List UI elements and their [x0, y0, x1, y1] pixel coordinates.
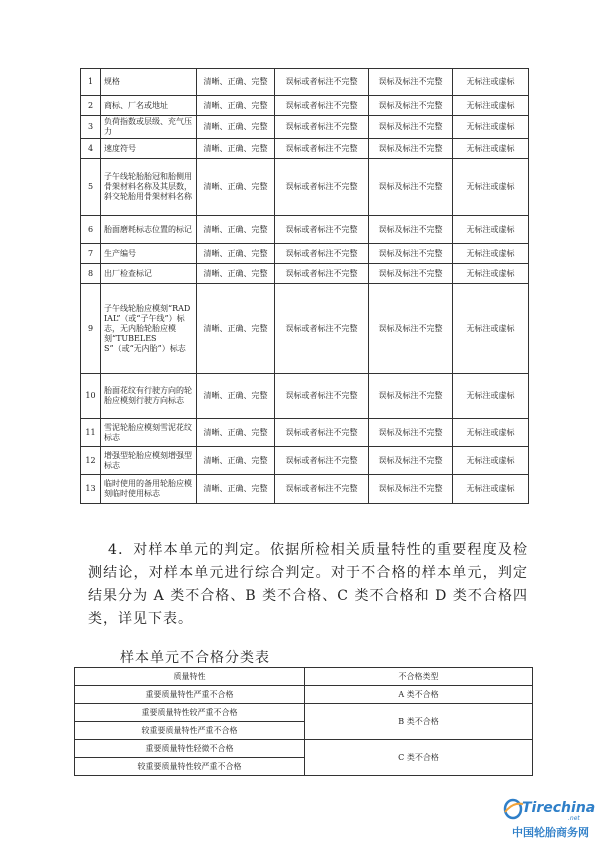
minor-defect-cell: 误标或者标注不完整 [275, 447, 369, 475]
quality-characteristic-cell: 较重要质量特性严重不合格 [75, 722, 305, 740]
inspection-criteria-body [81, 69, 529, 504]
item-name-cell: 生产编号 [101, 244, 197, 264]
table-row [81, 139, 529, 159]
severe-defect-cell: 无标注或虚标 [453, 159, 529, 216]
quality-characteristic-cell: 重要质量特性严重不合格 [75, 686, 305, 704]
moderate-defect-cell: 误标及标注不完整 [369, 419, 453, 447]
moderate-defect-cell: 误标及标注不完整 [369, 96, 453, 116]
severe-defect-cell: 无标注或虚标 [453, 96, 529, 116]
minor-defect-cell: 误标或者标注不完整 [275, 284, 369, 374]
minor-defect-cell: 误标或者标注不完整 [275, 264, 369, 284]
row-number-cell: 9 [81, 284, 101, 374]
table-row [81, 69, 529, 96]
minor-defect-cell: 误标或者标注不完整 [275, 216, 369, 244]
table-row [81, 419, 529, 447]
item-name-cell: 子午线轮胎应模刻“RADIAL”（或“子午线”）标志，无内胎轮胎应模刻“TUBELESS”（或“无内胎”）标志 [101, 284, 197, 374]
moderate-defect-cell: 误标及标注不完整 [369, 159, 453, 216]
moderate-defect-cell: 误标及标注不完整 [369, 244, 453, 264]
severe-defect-cell: 无标注或虚标 [453, 116, 529, 139]
judgement-paragraph: 4．对样本单元的判定。依据所检相关质量特性的重要程度及检测结论，对样本单元进行综合判定。对于不合格的样本单元，判定结果分为 A 类不合格、B 类不合格、C 类不合格和 D 类不合格四类，详见下表。 [88, 542, 528, 627]
quality-characteristic-cell: 重要质量特性轻微不合格 [75, 740, 305, 758]
table-row [75, 740, 533, 758]
logo-brand-text: Tirechina [522, 800, 596, 816]
moderate-defect-cell: 误标及标注不完整 [369, 447, 453, 475]
table-row [75, 704, 533, 722]
item-name-cell: 商标、厂名或地址 [101, 96, 197, 116]
table-header-row [75, 668, 533, 686]
severe-defect-cell: 无标注或虚标 [453, 374, 529, 419]
table-row [81, 96, 529, 116]
type-b-cell: B 类不合格 [305, 704, 533, 740]
item-name-cell: 出厂检查标记 [101, 264, 197, 284]
severe-defect-cell: 无标注或虚标 [453, 264, 529, 284]
logo-net-text: .net [568, 815, 580, 822]
row-number-cell: 4 [81, 139, 101, 159]
row-number-cell: 6 [81, 216, 101, 244]
pass-criteria-cell: 清晰、正确、完整 [197, 374, 275, 419]
moderate-defect-cell: 误标及标注不完整 [369, 264, 453, 284]
table-row [81, 216, 529, 244]
item-name-cell: 雪泥轮胎应模刻雪泥花纹标志 [101, 419, 197, 447]
item-name-cell: 负荷指数或层级、充气压力 [101, 116, 197, 139]
minor-defect-cell: 误标或者标注不完整 [275, 374, 369, 419]
nonconformity-classification-table [74, 667, 533, 776]
quality-characteristic-cell: 重要质量特性较严重不合格 [75, 704, 305, 722]
severe-defect-cell: 无标注或虚标 [453, 139, 529, 159]
item-name-cell: 规格 [101, 69, 197, 96]
item-name-cell: 子午线轮胎胎冠和胎侧用骨架材料名称及其层数，斜交轮胎用骨架材料名称 [101, 159, 197, 216]
minor-defect-cell: 误标或者标注不完整 [275, 244, 369, 264]
table-row [81, 475, 529, 504]
table-row [81, 159, 529, 216]
moderate-defect-cell: 误标及标注不完整 [369, 216, 453, 244]
moderate-defect-cell: 误标及标注不完整 [369, 116, 453, 139]
quality-characteristic-cell: 较重要质量特性较严重不合格 [75, 758, 305, 776]
minor-defect-cell: 误标或者标注不完整 [275, 69, 369, 96]
severe-defect-cell: 无标注或虚标 [453, 216, 529, 244]
minor-defect-cell: 误标或者标注不完整 [275, 475, 369, 504]
moderate-defect-cell: 误标及标注不完整 [369, 69, 453, 96]
severe-defect-cell: 无标注或虚标 [453, 419, 529, 447]
table-row [81, 374, 529, 419]
pass-criteria-cell: 清晰、正确、完整 [197, 159, 275, 216]
tire-swoosh-icon [502, 798, 524, 822]
pass-criteria-cell: 清晰、正确、完整 [197, 447, 275, 475]
minor-defect-cell: 误标或者标注不完整 [275, 419, 369, 447]
row-number-cell: 13 [81, 475, 101, 504]
row-number-cell: 11 [81, 419, 101, 447]
severe-defect-cell: 无标注或虚标 [453, 447, 529, 475]
minor-defect-cell: 误标或者标注不完整 [275, 159, 369, 216]
item-name-cell: 胎面花纹有行驶方向的轮胎应模刻行驶方向标志 [101, 374, 197, 419]
row-number-cell: 2 [81, 96, 101, 116]
moderate-defect-cell: 误标及标注不完整 [369, 284, 453, 374]
pass-criteria-cell: 清晰、正确、完整 [197, 116, 275, 139]
type-a-cell: A 类不合格 [305, 686, 533, 704]
row-number-cell: 10 [81, 374, 101, 419]
item-name-cell: 速度符号 [101, 139, 197, 159]
table-row [75, 686, 533, 704]
pass-criteria-cell: 清晰、正确、完整 [197, 244, 275, 264]
pass-criteria-cell: 清晰、正确、完整 [197, 284, 275, 374]
moderate-defect-cell: 误标及标注不完整 [369, 374, 453, 419]
severe-defect-cell: 无标注或虚标 [453, 244, 529, 264]
table-row [81, 447, 529, 475]
minor-defect-cell: 误标或者标注不完整 [275, 96, 369, 116]
minor-defect-cell: 误标或者标注不完整 [275, 139, 369, 159]
classification-table-title: 样本单元不合格分类表 [120, 650, 270, 666]
pass-criteria-cell: 清晰、正确、完整 [197, 419, 275, 447]
pass-criteria-cell: 清晰、正确、完整 [197, 475, 275, 504]
inspection-criteria-table [80, 68, 529, 504]
item-name-cell: 胎面磨耗标志位置的标记 [101, 216, 197, 244]
pass-criteria-cell: 清晰、正确、完整 [197, 264, 275, 284]
moderate-defect-cell: 误标及标注不完整 [369, 475, 453, 504]
header-nonconformity-type: 不合格类型 [305, 668, 533, 686]
pass-criteria-cell: 清晰、正确、完整 [197, 216, 275, 244]
row-number-cell: 7 [81, 244, 101, 264]
moderate-defect-cell: 误标及标注不完整 [369, 139, 453, 159]
table-row [81, 116, 529, 139]
item-name-cell: 增强型轮胎应模刻增强型标志 [101, 447, 197, 475]
item-name-cell: 临时使用的备用轮胎应模刻临时使用标志 [101, 475, 197, 504]
header-quality-characteristic: 质量特性 [75, 668, 305, 686]
row-number-cell: 3 [81, 116, 101, 139]
logo-chinese-text: 中国轮胎商务网 [512, 826, 589, 839]
type-c-cell: C 类不合格 [305, 740, 533, 776]
table-row [81, 244, 529, 264]
table-row [81, 264, 529, 284]
severe-defect-cell: 无标注或虚标 [453, 475, 529, 504]
pass-criteria-cell: 清晰、正确、完整 [197, 139, 275, 159]
severe-defect-cell: 无标注或虚标 [453, 284, 529, 374]
row-number-cell: 12 [81, 447, 101, 475]
minor-defect-cell: 误标或者标注不完整 [275, 116, 369, 139]
table-row [81, 284, 529, 374]
row-number-cell: 1 [81, 69, 101, 96]
row-number-cell: 8 [81, 264, 101, 284]
severe-defect-cell: 无标注或虚标 [453, 69, 529, 96]
pass-criteria-cell: 清晰、正确、完整 [197, 96, 275, 116]
row-number-cell: 5 [81, 159, 101, 216]
tirechina-logo [502, 798, 598, 844]
pass-criteria-cell: 清晰、正确、完整 [197, 69, 275, 96]
